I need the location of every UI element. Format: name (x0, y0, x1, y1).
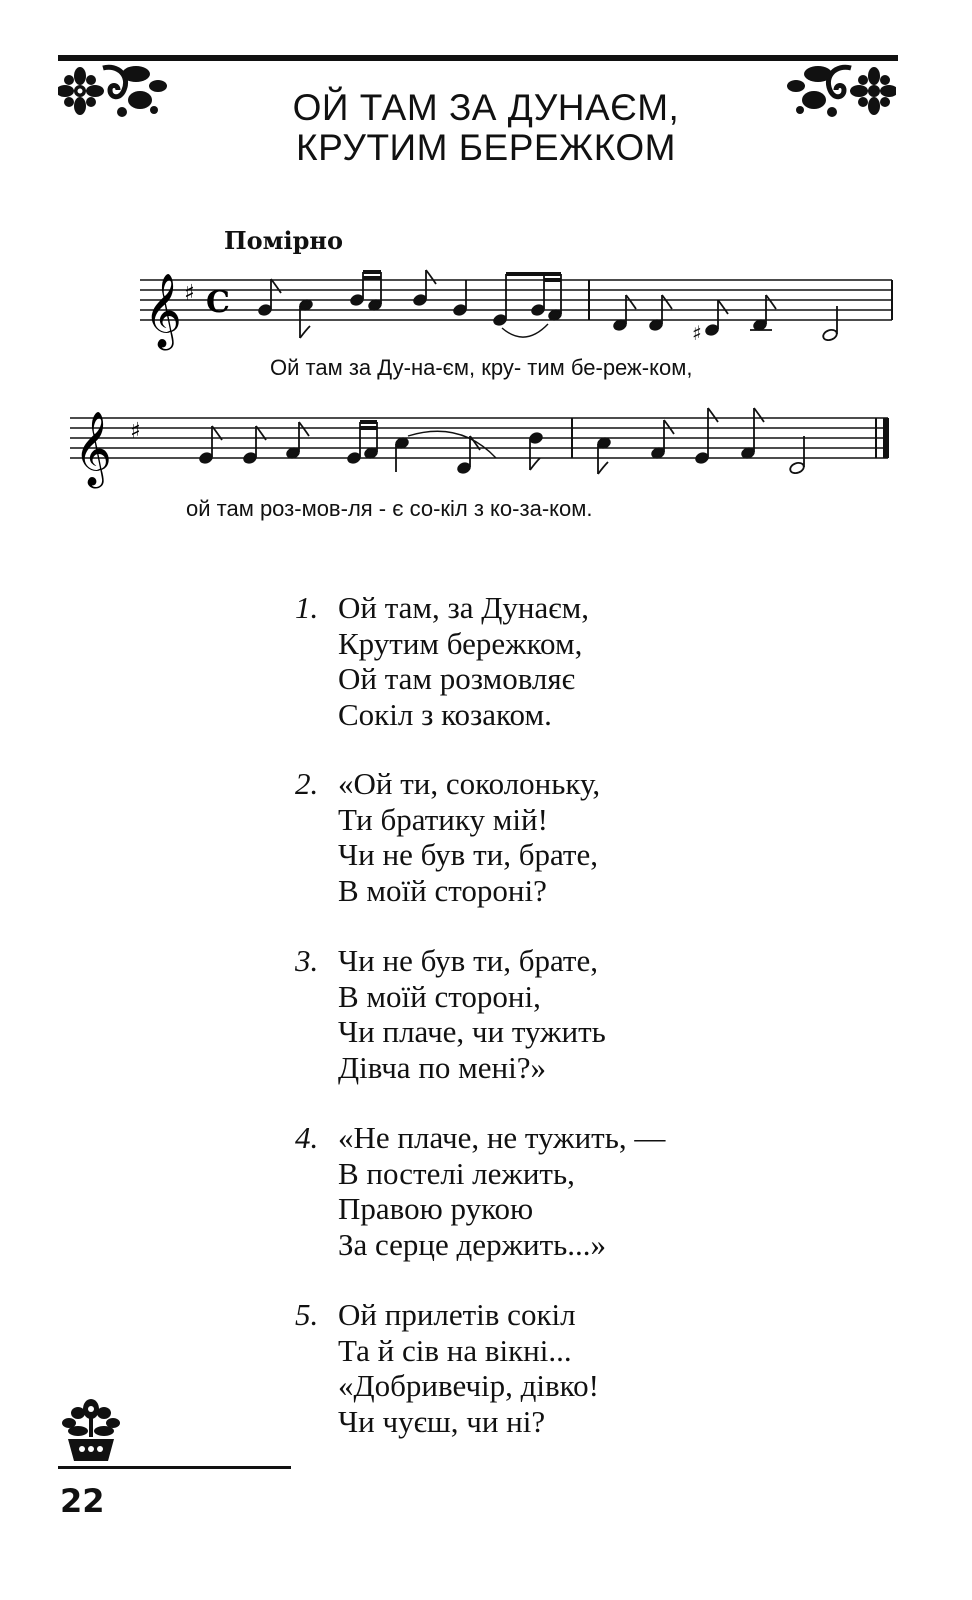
stanza-line: Сокіл з козаком. (338, 696, 552, 732)
lyrics-line-2: ой там роз-мов-ля - є со-кіл з ко-за-ком. (186, 496, 593, 521)
stanza-line: «Не плаче, не тужить, — (338, 1120, 666, 1155)
stanza-line: Ой там розмовляє (338, 661, 575, 696)
stanza-number: 1. (295, 590, 319, 625)
stanza-line: Ой прилетів сокіл (338, 1297, 576, 1332)
stanza-4 (295, 1120, 665, 1262)
stanza-line: Дівча по мені?» (338, 1049, 546, 1085)
stanza-line: «Добривечір, дівко! (338, 1368, 599, 1403)
song-title-line-1: ОЙ ТАМ ЗА ДУНАЄМ, (292, 87, 680, 128)
music-staff-2 (60, 400, 895, 500)
stanza-5 (295, 1297, 599, 1439)
stanza-line: В постелі лежить, (338, 1155, 575, 1191)
stanza-1 (295, 590, 589, 732)
stanza-2 (295, 766, 600, 908)
sharp-icon: ♯ (184, 281, 195, 306)
tempo-marking: Помірно (224, 226, 343, 255)
treble-clef-icon: 𝄞 (144, 274, 182, 348)
stanza-line: Ти братику мій! (338, 801, 548, 837)
flower-pot-ornament-icon (60, 1395, 122, 1463)
stanza-line: Крутим бережком, (338, 625, 583, 661)
stanza-line: Та й сів на вікні... (338, 1332, 572, 1368)
stanza-number: 3. (295, 943, 319, 978)
footer-rule (58, 1466, 291, 1469)
stanza-line: Чи не був ти, брате, (338, 837, 598, 872)
common-time-icon: C (206, 285, 230, 320)
song-title-line-2: КРУТИМ БЕРЕЖКОМ (296, 127, 676, 168)
stanza-line: «Ой ти, соколоньку, (338, 766, 601, 801)
stanza-number: 4. (295, 1120, 319, 1155)
header-rule (58, 55, 898, 61)
stanza-line: Ой там, за Дунаєм, (338, 590, 589, 625)
stanza-line: Правою рукою (338, 1191, 534, 1226)
lyrics-line-1: Ой там за Ду-на-єм, кру- тим бе-реж-ком, (270, 355, 693, 380)
stanza-line: Чи чуєш, чи ні? (338, 1403, 546, 1439)
stanza-line: Чи плаче, чи тужить (338, 1014, 606, 1049)
music-staff-1 (130, 262, 895, 357)
stanza-line: За серце держить...» (338, 1226, 607, 1262)
sharp-icon: ♯ (130, 419, 141, 444)
song-title (0, 88, 972, 168)
stanza-number: 2. (295, 766, 319, 801)
stanza-number: 5. (295, 1297, 319, 1332)
stanza-line: В моїй стороні? (338, 872, 547, 908)
stanza-line: В моїй стороні, (338, 978, 541, 1014)
treble-clef-icon: 𝄞 (74, 412, 112, 486)
stanza-3 (295, 943, 606, 1085)
svg-text:♯: ♯ (692, 321, 702, 345)
stanza-line: Чи не був ти, брате, (338, 943, 598, 978)
page-number: 22 (60, 1482, 105, 1520)
